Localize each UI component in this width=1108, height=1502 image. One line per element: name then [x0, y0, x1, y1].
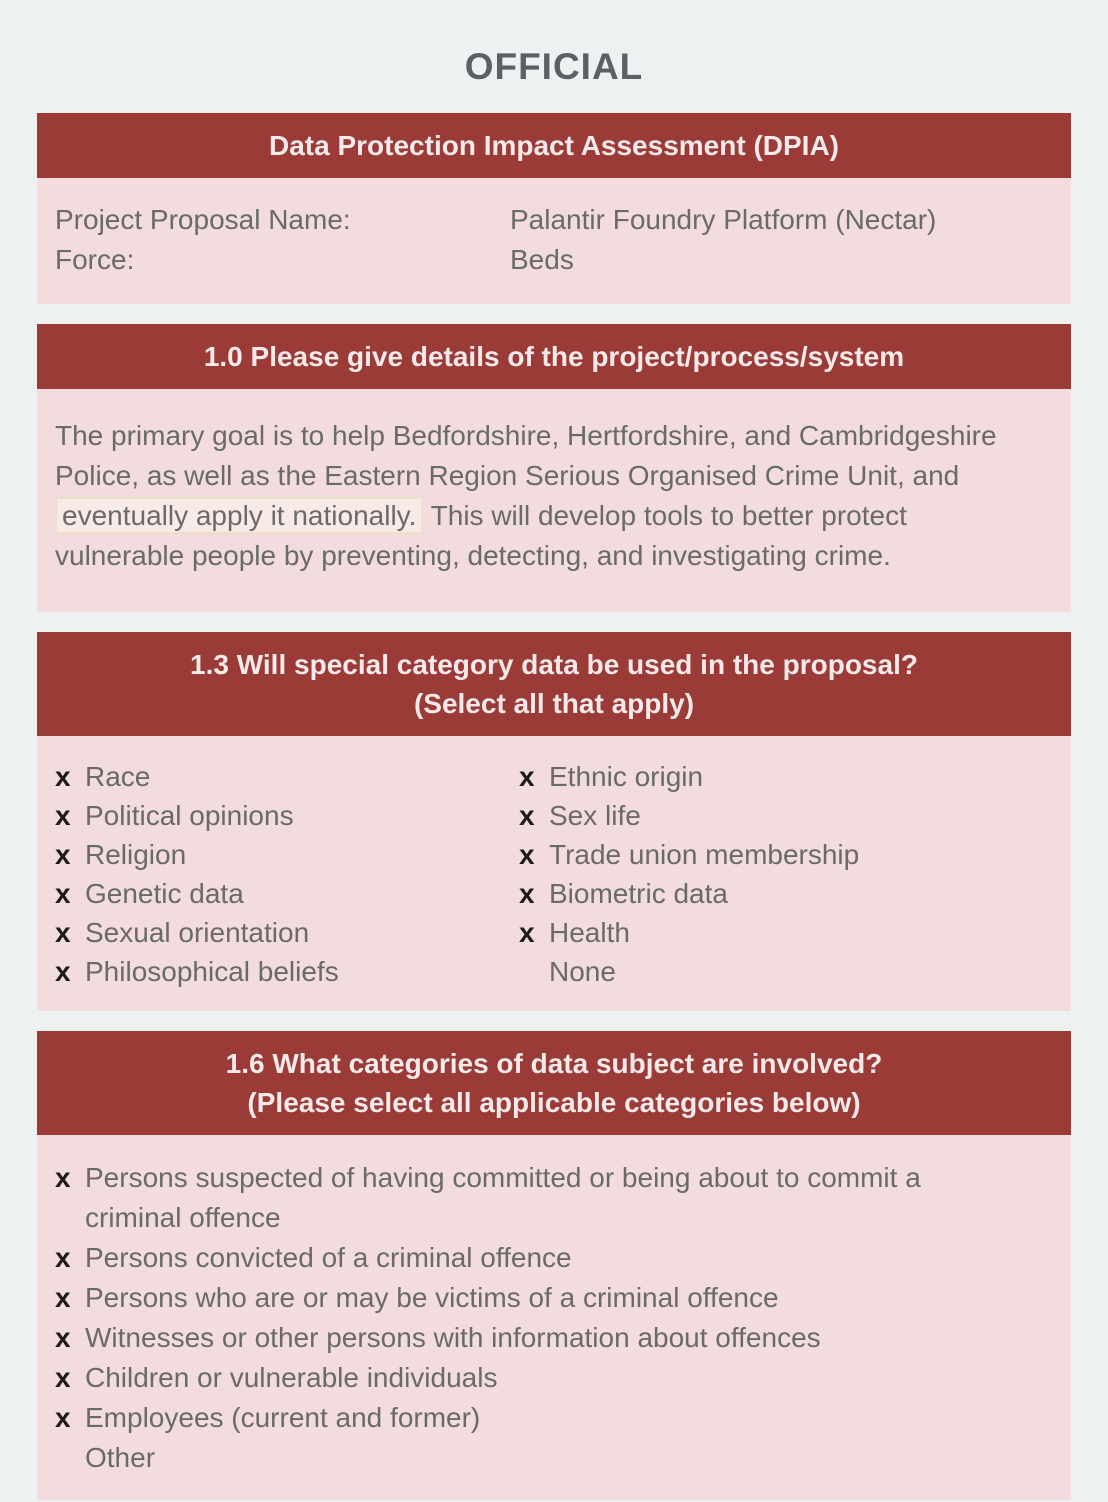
checklist-item-witnesses: x Witnesses or other persons with information about offences	[55, 1318, 1011, 1358]
classification-banner: OFFICIAL	[464, 46, 644, 87]
section-1-0	[37, 324, 1071, 612]
checked-x-mark: x	[55, 1242, 71, 1273]
project-details-paragraph	[55, 416, 1023, 576]
section-1-3-heading: 1.3 Will special category data be used in the proposal?	[190, 649, 918, 680]
checklist-item-children-vulnerable: x Children or vulnerable individuals	[55, 1358, 1011, 1398]
force-label: Force:	[55, 244, 135, 275]
checklist-column-right	[519, 757, 1061, 991]
checked-x-mark: x	[55, 1322, 71, 1353]
section-1-0-heading: 1.0 Please give details of the project/process/system	[203, 341, 905, 372]
checklist-item-persons-victims: x Persons who are or may be victims of a criminal offence	[55, 1278, 1011, 1318]
checklist-item-health: x Health	[519, 913, 1061, 952]
section-1-6	[37, 1031, 1071, 1500]
section-dpia-header	[37, 113, 1071, 304]
section-1-6-banner	[37, 1031, 1071, 1135]
checklist-item-persons-convicted: x Persons convicted of a criminal offence	[55, 1238, 1011, 1278]
checklist-item-political-opinions: x Political opinions	[55, 796, 519, 835]
unchecked-mark	[519, 952, 549, 991]
special-category-checklist	[37, 736, 1071, 1011]
section-1-3	[37, 632, 1071, 1011]
checked-x-mark: x	[519, 878, 535, 909]
section-1-6-subheading: (Please select all applicable categories below)	[247, 1087, 861, 1118]
section-1-3-subheading: (Select all that apply)	[413, 688, 695, 719]
unchecked-mark	[55, 1438, 85, 1478]
checklist-item-trade-union-membership: x Trade union membership	[519, 835, 1061, 874]
checked-x-mark: x	[55, 1162, 71, 1193]
checklist-item-sexual-orientation: x Sexual orientation	[55, 913, 519, 952]
checklist-item-sex-life: x Sex life	[519, 796, 1061, 835]
paragraph-text-after-highlight: This will develop tools to better protect vulnerable people by preventing, detecting, and investigating crime.	[55, 500, 907, 571]
checked-x-mark: x	[55, 1402, 71, 1433]
checked-x-mark: x	[519, 917, 535, 948]
paragraph-text-before-highlight: The primary goal is to help Bedfordshire, Hertfordshire, and Cambridgeshire Police, as well as the Eastern Region Serious Organised Crime Unit, and	[55, 420, 997, 491]
checklist-item-philosophical-beliefs: x Philosophical beliefs	[55, 952, 519, 991]
checked-x-mark: x	[519, 761, 535, 792]
checklist-item-religion: x Religion	[55, 835, 519, 874]
force-value: Beds	[510, 244, 574, 275]
checklist-item-ethnic-origin: x Ethnic origin	[519, 757, 1061, 796]
checklist-column-left	[55, 757, 519, 991]
checklist-item-other: Other	[55, 1438, 1011, 1478]
checklist-item-genetic-data: x Genetic data	[55, 874, 519, 913]
checked-x-mark: x	[55, 917, 71, 948]
project-proposal-name-label: Project Proposal Name:	[55, 204, 351, 235]
meta-row-force	[55, 240, 1053, 280]
section-1-3-banner	[37, 632, 1071, 736]
checked-x-mark: x	[519, 839, 535, 870]
section-1-6-heading: 1.6 What categories of data subject are involved?	[225, 1048, 883, 1079]
checked-x-mark: x	[55, 839, 71, 870]
dpia-title-banner	[37, 113, 1071, 178]
dpia-meta-panel	[37, 178, 1071, 304]
checklist-item-persons-suspected: x Persons suspected of having committed or being about to commit a criminal offence	[55, 1158, 1011, 1238]
checklist-item-race: x Race	[55, 757, 519, 796]
section-1-0-banner	[37, 324, 1071, 389]
checked-x-mark: x	[55, 1362, 71, 1393]
project-proposal-name-value: Palantir Foundry Platform (Nectar)	[510, 204, 937, 235]
checked-x-mark: x	[55, 761, 71, 792]
checked-x-mark: x	[519, 800, 535, 831]
checklist-item-none: None	[519, 952, 1061, 991]
checked-x-mark: x	[55, 1282, 71, 1313]
checked-x-mark: x	[55, 800, 71, 831]
checklist-item-employees: x Employees (current and former)	[55, 1398, 1011, 1438]
dpia-title: Data Protection Impact Assessment (DPIA)	[269, 130, 839, 161]
meta-row-project-name	[55, 200, 1053, 240]
data-subject-checklist	[37, 1135, 1071, 1500]
checked-x-mark: x	[55, 956, 71, 987]
checked-x-mark: x	[55, 878, 71, 909]
checklist-item-biometric-data: x Biometric data	[519, 874, 1061, 913]
highlighted-phrase: eventually apply it nationally.	[55, 497, 423, 534]
section-1-0-panel	[37, 389, 1071, 612]
